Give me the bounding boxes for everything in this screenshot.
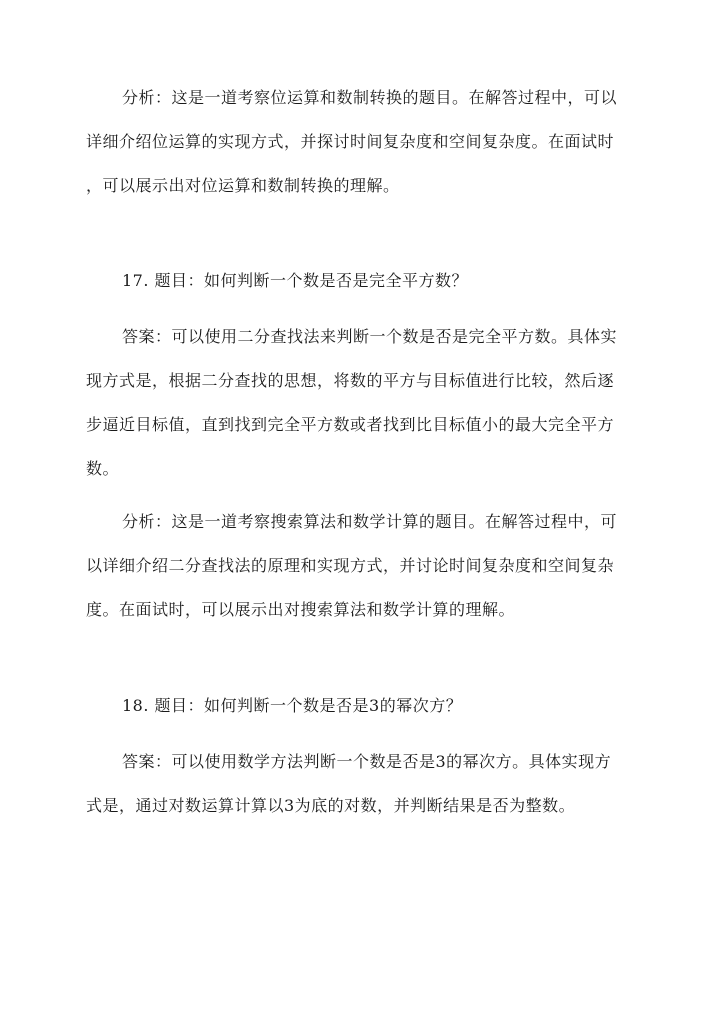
- text-line: 答案：可以使用二分查找法来判断一个数是否是完全平方数。具体实: [122, 327, 618, 346]
- analysis-paragraph-17: [86, 500, 638, 632]
- analysis-paragraph-16: [86, 76, 638, 208]
- question-heading-17: 17. 题目：如何判断一个数是否是完全平方数？: [122, 271, 469, 290]
- text-line: 度。在面试时，可以展示出对搜索算法和数学计算的理解。: [86, 600, 516, 619]
- text-line: 分析：这是一道考察位运算和数制转换的题目。在解答过程中，可以: [122, 88, 618, 107]
- text-line: 步逼近目标值，直到找到完全平方数或者找到比目标值小的最大完全平方: [86, 415, 615, 434]
- text-line: 详细介绍位运算的实现方式，并探讨时间复杂度和空间复杂度。在面试时: [86, 132, 615, 151]
- answer-paragraph-18: [86, 740, 638, 828]
- answer-paragraph-17: [86, 315, 638, 491]
- text-line: ，可以展示出对位运算和数制转换的理解。: [86, 176, 400, 195]
- question-heading-18: 18. 题目：如何判断一个数是否是3的幂次方？: [122, 696, 463, 715]
- text-line: 答案：可以使用数学方法判断一个数是否是3的幂次方。具体实现方: [122, 752, 612, 771]
- text-line: 数。: [86, 459, 120, 478]
- text-line: 现方式是，根据二分查找的思想，将数的平方与目标值进行比较，然后逐: [86, 371, 615, 390]
- text-line: 式是，通过对数运算计算以3为底的对数，并判断结果是否为整数。: [86, 796, 576, 815]
- text-line: 以详细介绍二分查找法的原理和实现方式，并讨论时间复杂度和空间复杂: [86, 556, 615, 575]
- text-line: 分析：这是一道考察搜索算法和数学计算的题目。在解答过程中，可: [122, 512, 618, 531]
